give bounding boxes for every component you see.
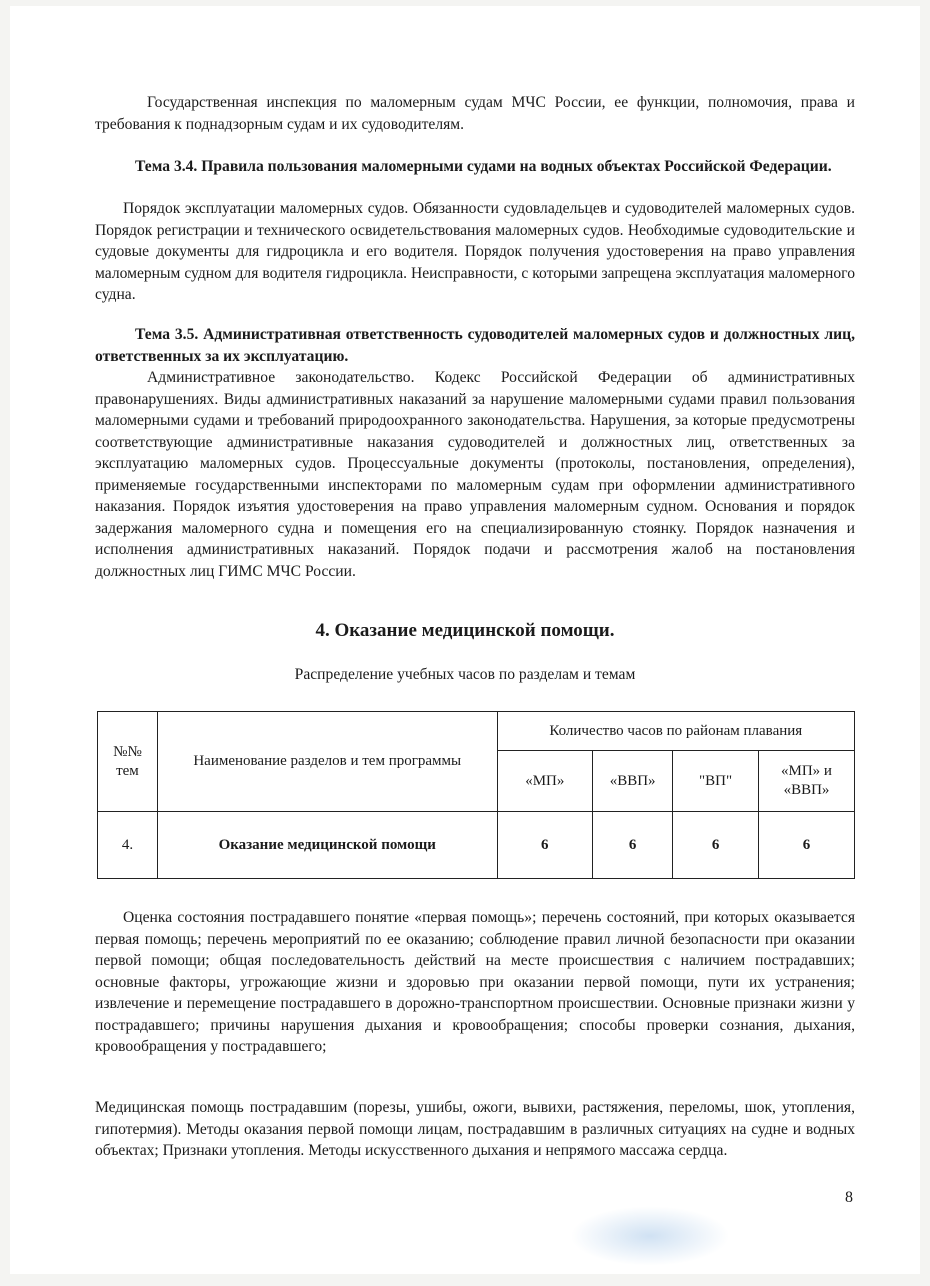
hours-table [97, 711, 855, 879]
section-title: 4. Оказание медицинской помощи. [315, 620, 615, 641]
table-caption: Распределение учебных часов по разделам и темам [294, 666, 636, 683]
topic-3-4-body: Порядок эксплуатации маломерных судов. Обязанности судовладельцев и судоводителей маломерных судов. Порядок регистрации и технического освидетельствования маломерных судов. Необходимые судоводительские и судовые документы для гидроцикла и его водителя. Порядок получения удостоверения на право управления маломерным судном для водителя гидроцикла. Неисправности, с которыми запрещена эксплуатация маломерного судна. [95, 200, 855, 303]
row-hours-vvp: 6 [593, 812, 673, 879]
page-number: 8 [845, 1189, 853, 1206]
document-page [10, 6, 920, 1274]
topic-3-4-heading: Тема 3.4. Правила пользования маломерными судами на водных объектах Российской Федерации. [135, 158, 832, 175]
row-hours-vp: 6 [673, 812, 759, 879]
medical-paragraph-2: Медицинская помощь пострадавшим (порезы, ушибы, ожоги, вывихи, растяжения, переломы, шок, утопления, гипотермия). Методы оказания первой помощи лицам, пострадавшим в различных ситуациях на судне и водных объектах; Признаки утопления. Методы искусственного дыхания и непрямого массажа сердца. [95, 1099, 855, 1159]
table-row [98, 812, 855, 879]
topic-3-5-heading: Тема 3.5. Административная ответственность судоводителей маломерных судов и должностных лиц, ответственных за их эксплуатацию. [95, 326, 855, 365]
row-hours-mp-vvp: 6 [758, 812, 854, 879]
row-hours-mp: 6 [497, 812, 593, 879]
header-topic-number: №№ тем [98, 712, 158, 812]
stamp-mark [570, 1206, 730, 1266]
header-mp-vvp: «МП» и «ВВП» [758, 751, 854, 812]
topic-3-5-body: Административное законодательство. Кодекс Российской Федерации об административных правонарушениях. Виды административных наказаний за нарушение маломерными судами правил пользования маломерными судами и требований природоохранного законодательства. Нарушения, за которые предусмотрены соответствующие административные наказания судоводителей и должностных лиц, ответственных за эксплуатацию маломерных судов. Процессуальные документы (протоколы, постановления, определения), применяемые государственными инспекторами по маломерным судам при оформлении административного наказания. Порядок изъятия удостоверения на право управления маломерным судном. Основания и порядок задержания маломерного судна и помещения его на специализированную стоянку. Порядок назначения и исполнения административных наказаний. Порядок подачи и рассмотрения жалоб на постановления должностных лиц ГИМС МЧС России. [95, 369, 855, 580]
medical-paragraph-1: Оценка состояния пострадавшего понятие «первая помощь»; перечень состояний, при которых оказывается первая помощь; перечень мероприятий по ее оказанию; соблюдение правил личной безопасности при оказании первой помощи; общая последовательность действий на месте происшествия с наличием пострадавших; основные факторы, угрожающие жизни и здоровью при оказании первой помощи, пути их устранения; извлечение и перемещение пострадавшего в дорожно-транспортном происшествии. Основные признаки жизни у пострадавшего; причины нарушения дыхания и кровообращения; способы проверки сознания, дыхания, кровообращения у пострадавшего; [95, 909, 855, 1055]
table-header-row [98, 712, 855, 751]
intro-paragraph: Государственная инспекция по маломерным судам МЧС России, ее функции, полномочия, права и требования к поднадзорным судам и их судоводителям. [95, 94, 855, 133]
header-vp: "ВП" [673, 751, 759, 812]
header-hours-by-area: Количество часов по районам плавания [497, 712, 854, 751]
header-section-name: Наименование разделов и тем программы [157, 712, 497, 812]
header-vvp: «ВВП» [593, 751, 673, 812]
row-section-name: Оказание медицинской помощи [157, 812, 497, 879]
header-mp: «МП» [497, 751, 593, 812]
row-topic-number: 4. [98, 812, 158, 879]
